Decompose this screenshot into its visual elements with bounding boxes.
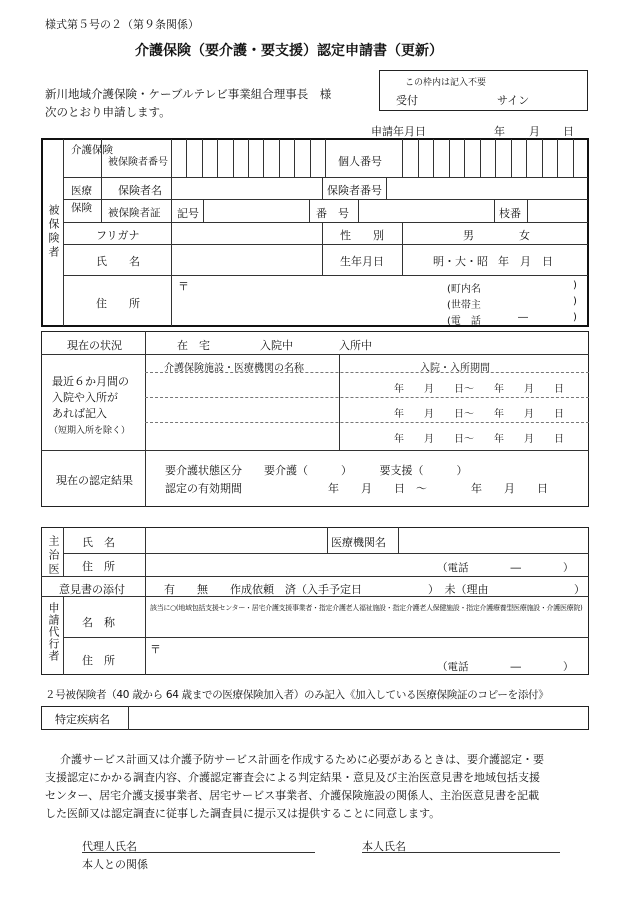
householder-label: (世帯主 bbox=[447, 300, 481, 311]
town-close: ) bbox=[573, 280, 577, 291]
opinion-label: 意見書の添付 bbox=[59, 583, 125, 596]
disease-label: 特定疾病名 bbox=[55, 713, 110, 726]
care-level-line[interactable]: 要介護状態区分 要介護（ ） 要支援（ ） bbox=[165, 464, 468, 477]
validity-dates: 年 月 日 ～ 年 月 日 bbox=[328, 482, 548, 495]
phone-label: (電 話 bbox=[447, 316, 481, 327]
received-label: 受付 bbox=[396, 94, 418, 107]
current-status-label: 現在の状況 bbox=[67, 339, 122, 352]
personal-number-cell[interactable] bbox=[433, 139, 434, 177]
institution-field[interactable] bbox=[401, 531, 584, 549]
self-sign-field[interactable] bbox=[415, 836, 555, 851]
care-insurance-label: 介護保険 bbox=[71, 144, 113, 156]
personal-number-cell[interactable] bbox=[418, 139, 419, 177]
card-symbol-field[interactable] bbox=[206, 203, 306, 219]
consent-line-4: した医師又は認定調査に従事した調査員に提示又は提供することに同意します。 bbox=[45, 807, 441, 820]
opinion-options[interactable]: 有 無 作成依頼 済（入手予定日 ） 未（理由 bbox=[164, 583, 489, 596]
recent-label-4: （短期入所を除く） bbox=[49, 426, 131, 436]
self-name-sign-label: 本人氏名 bbox=[362, 840, 406, 853]
consent-line-3: センター、居宅介護支援事業者、居宅サービス事業者、介護保険施設の関係人、主治医意見書を記載 bbox=[45, 789, 540, 802]
insured-number-cell[interactable] bbox=[202, 139, 203, 177]
date-month: 月 bbox=[529, 125, 540, 138]
doctor-name-field[interactable] bbox=[148, 531, 323, 549]
card-number-label: 番 号 bbox=[316, 207, 349, 220]
form-number: 様式第５号の２（第９条関係） bbox=[45, 18, 199, 31]
status-hospital[interactable]: 入院中 bbox=[260, 339, 293, 352]
insurance-card-label: 被保険者証 bbox=[108, 207, 161, 219]
facility-name-field-3[interactable] bbox=[148, 428, 336, 444]
town-label: (町内名 bbox=[447, 284, 481, 295]
period-row-2: 年 月 日～ 年 月 日 bbox=[394, 409, 564, 420]
status-facility[interactable]: 入所中 bbox=[339, 339, 372, 352]
opinion-close: ） bbox=[574, 583, 585, 596]
recent-label-2: 入院や入所が bbox=[52, 391, 118, 404]
agent-name-sign-label: 代理人氏名 bbox=[82, 840, 137, 853]
insured-number-cell[interactable] bbox=[310, 139, 311, 177]
phone-close: ) bbox=[573, 312, 577, 323]
doctor-phone: （電話 ― ） bbox=[437, 562, 574, 574]
agent-type-note: 該当に○(地域包括支援センター・居宅介護支援事業者・指定介護老人福祉施設・指定介護老人保健施設・指定介護療養型医療施設・介護医療院) bbox=[150, 604, 583, 612]
phone-dash: ― bbox=[518, 312, 528, 323]
secondary-insured-note: ２号被保険者（40 歳から 64 歳までの医療保険加入者）のみ記入《加入している医療保険証のコピーを添付》 bbox=[45, 689, 549, 701]
personal-number-cell[interactable] bbox=[495, 139, 496, 177]
insured-number-cell[interactable] bbox=[248, 139, 249, 177]
insurer-number-label: 保険者番号 bbox=[327, 184, 382, 197]
validity-label: 認定の有効期間 bbox=[165, 482, 242, 495]
insurer-number-field[interactable] bbox=[389, 180, 584, 196]
postal-mark: 〒 bbox=[178, 280, 189, 293]
cert-result-label: 現在の認定結果 bbox=[56, 474, 133, 487]
insurer-name-label: 保険者名 bbox=[118, 184, 162, 197]
doctor-address-label: 住 所 bbox=[82, 560, 115, 573]
agent-side-label: 申請代行者 bbox=[47, 602, 60, 662]
addressee: 新川地域介護保険・ケーブルテレビ事業組合理事長 様 bbox=[45, 87, 332, 101]
insured-number-cell[interactable] bbox=[171, 139, 172, 177]
office-use-note: この枠内は記入不要 bbox=[405, 78, 487, 88]
gender-male[interactable]: 男 bbox=[463, 229, 474, 242]
insured-side-label: 被保険者 bbox=[47, 204, 60, 260]
insured-number-cell[interactable] bbox=[233, 139, 234, 177]
card-branch-field[interactable] bbox=[530, 203, 585, 219]
personal-number-cell[interactable] bbox=[402, 139, 403, 177]
householder-close: ) bbox=[573, 296, 577, 307]
card-number-field[interactable] bbox=[361, 203, 491, 219]
agent-address-field[interactable] bbox=[162, 641, 422, 655]
agent-postal-mark: 〒 bbox=[150, 643, 161, 656]
personal-number-cell[interactable] bbox=[542, 139, 543, 177]
facility-name-field-1[interactable] bbox=[148, 378, 336, 394]
medical-insurance-label: 医療保険 bbox=[71, 185, 92, 214]
insured-number-cell[interactable] bbox=[186, 139, 187, 177]
relation-label: 本人との関係 bbox=[82, 858, 148, 871]
gender-label: 性 別 bbox=[340, 229, 384, 242]
personal-number-cell[interactable] bbox=[464, 139, 465, 177]
furigana-field[interactable] bbox=[174, 226, 319, 242]
birth-ymd: 年 月 日 bbox=[498, 255, 553, 268]
personal-number-label: 個人番号 bbox=[338, 155, 382, 168]
consent-line-1: 介護サービス計画又は介護予防サービス計画を作成するために必要があるときは、要介護認定・要 bbox=[60, 753, 544, 766]
personal-number-cell[interactable] bbox=[449, 139, 450, 177]
disease-field[interactable] bbox=[132, 709, 582, 727]
recent-label-3: あれば記入 bbox=[52, 407, 107, 420]
insured-number-cell[interactable] bbox=[294, 139, 295, 177]
signature-label: サイン bbox=[497, 94, 530, 107]
agent-phone: （電話 ― ） bbox=[437, 661, 574, 673]
card-branch-label: 枝番 bbox=[499, 207, 521, 220]
insured-number-cell[interactable] bbox=[263, 139, 264, 177]
agent-sign-field[interactable] bbox=[145, 836, 310, 851]
consent-line-2: 支援認定にかかる調査内容、介護認定審査会による判定結果・意見及び主治医意見書を地域包括支援 bbox=[45, 771, 540, 784]
furigana-label: フリガナ bbox=[96, 229, 140, 242]
date-day: 日 bbox=[563, 125, 574, 138]
institution-label: 医療機関名 bbox=[331, 536, 386, 549]
recent-label-1: 最近６か月間の bbox=[52, 375, 129, 388]
doctor-side-label: 主治医 bbox=[47, 535, 60, 577]
insured-number-cell[interactable] bbox=[279, 139, 280, 177]
application-date-label: 申請年月日 bbox=[371, 125, 426, 138]
application-statement: 次のとおり申請します。 bbox=[45, 105, 171, 119]
personal-number-cell[interactable] bbox=[557, 139, 558, 177]
address-label: 住 所 bbox=[96, 297, 140, 310]
birth-date-label: 生年月日 bbox=[340, 255, 384, 268]
facility-name-field-2[interactable] bbox=[148, 403, 336, 419]
insured-address-field[interactable] bbox=[190, 278, 430, 292]
agent-name-label: 名 称 bbox=[82, 616, 115, 629]
personal-number-cell[interactable] bbox=[511, 139, 512, 177]
gender-female[interactable]: 女 bbox=[519, 229, 530, 242]
insured-number-label: 被保険者番号 bbox=[108, 157, 168, 168]
personal-number-cell[interactable] bbox=[573, 139, 574, 177]
card-symbol-label: 記号 bbox=[177, 207, 199, 220]
doctor-address-field[interactable] bbox=[148, 557, 418, 573]
doctor-name-label: 氏 名 bbox=[82, 536, 115, 549]
agent-address-label: 住 所 bbox=[82, 654, 115, 667]
form-title: 介護保険（要介護・要支援）認定申請書（更新） bbox=[135, 43, 443, 59]
status-home[interactable]: 在 宅 bbox=[177, 339, 210, 352]
insured-number-cell[interactable] bbox=[217, 139, 218, 177]
insurer-name-field[interactable] bbox=[174, 180, 319, 196]
period-header: 入院・入所期間 bbox=[420, 363, 490, 374]
period-row-1: 年 月 日～ 年 月 日 bbox=[394, 384, 564, 395]
birth-era-options[interactable]: 明・大・昭 bbox=[433, 255, 488, 268]
name-label: 氏 名 bbox=[96, 255, 140, 268]
facility-name-header: 介護保険施設・医療機関の名称 bbox=[164, 363, 304, 374]
personal-number-cell[interactable] bbox=[480, 139, 481, 177]
date-year: 年 bbox=[494, 125, 505, 138]
insured-name-field[interactable] bbox=[174, 250, 319, 270]
personal-number-cell[interactable] bbox=[526, 139, 527, 177]
period-row-3: 年 月 日～ 年 月 日 bbox=[394, 434, 564, 445]
